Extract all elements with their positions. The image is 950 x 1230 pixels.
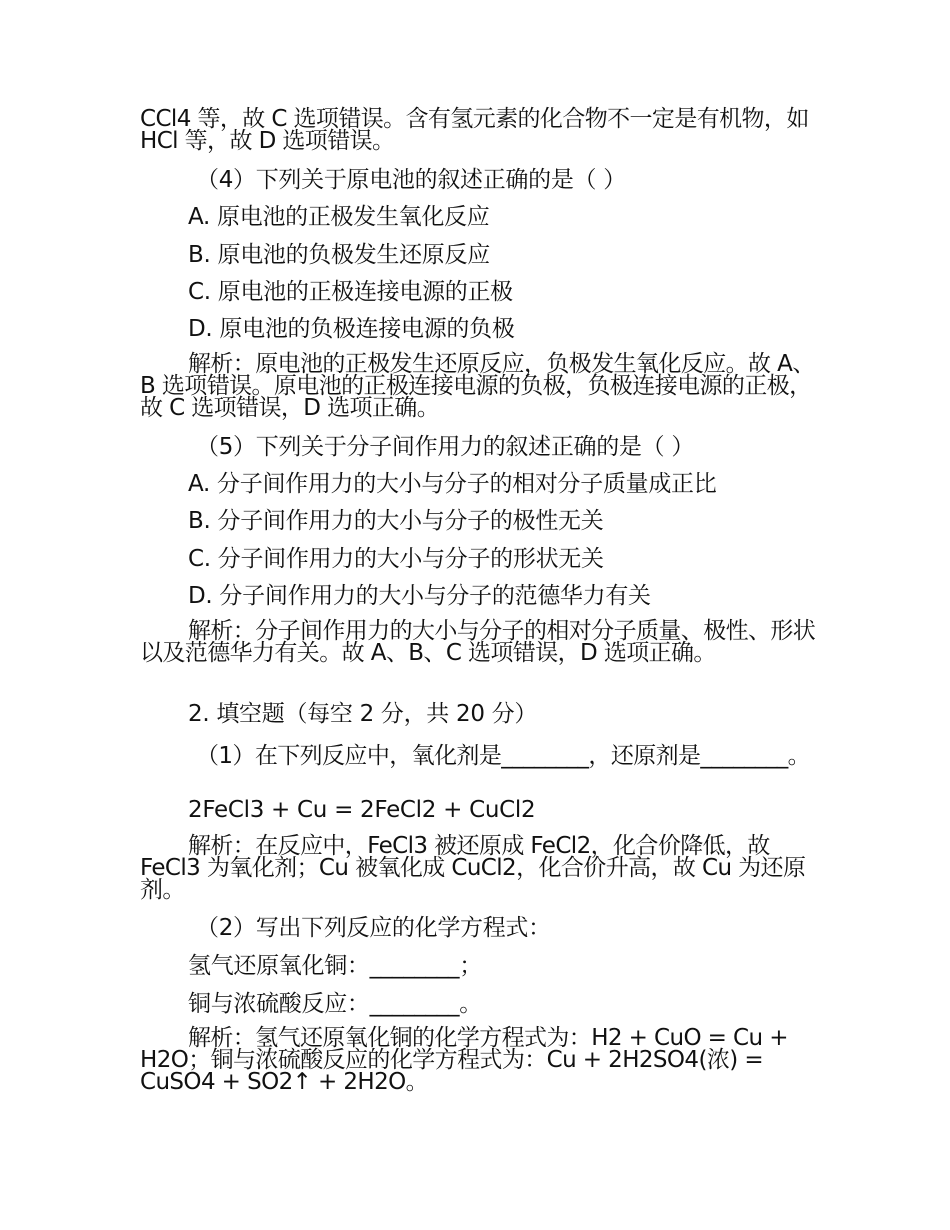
question-4-analysis: 解析：原电池的正极发生还原反应，负极发生氧化反应。故 A、B 选项错误。原电池的正极连接电源的负极，负极连接电源的正极，故 C 选项错误，D 选项正确。 xyxy=(140,351,815,421)
fill-question-2-analysis: 解析：氢气还原氧化铜的化学方程式为：H2 + CuO = Cu + H2O；铜与浓硫酸反应的化学方程式为：Cu + 2H2SO4(浓) = CuSO4 + SO2↑ + 2H2O。 xyxy=(140,1025,788,1095)
question-5-analysis: 解析：分子间作用力的大小与分子的相对分子质量、极性、形状以及范德华力有关。故 A、B、C 选项错误，D 选项正确。 xyxy=(140,618,816,666)
question-4-option-d: D. 原电池的负极连接电源的负极 xyxy=(188,316,515,342)
question-5: （5）下列关于分子间作用力的叙述正确的是（ ） xyxy=(196,434,695,460)
paragraph-continuation: CCl4 等，故 C 选项错误。含有氢元素的化合物不一定是有机物，如 HCl 等，故 D 选项错误。 xyxy=(140,106,809,154)
section-heading-fill-in: 2. 填空题（每空 2 分，共 20 分） xyxy=(188,701,538,727)
question-4: （4）下列关于原电池的叙述正确的是（ ） xyxy=(196,167,626,193)
fill-question-2: （2）写出下列反应的化学方程式： xyxy=(196,915,551,941)
fill-question-1: （1）在下列反应中，氧化剂是________，还原剂是________。 xyxy=(196,743,811,769)
question-4-option-b: B. 原电池的负极发生还原反应 xyxy=(188,242,490,268)
fill-question-2-item-a: 氢气还原氧化铜：________； xyxy=(188,953,482,979)
fill-question-1-equation: 2FeCl3 + Cu = 2FeCl2 + CuCl2 xyxy=(188,797,536,823)
question-4-option-c: C. 原电池的正极连接电源的正极 xyxy=(188,279,513,305)
question-5-option-d: D. 分子间作用力的大小与分子的范德华力有关 xyxy=(188,583,651,609)
question-5-option-b: B. 分子间作用力的大小与分子的极性无关 xyxy=(188,508,604,534)
fill-question-2-item-b: 铜与浓硫酸反应：________。 xyxy=(188,991,482,1017)
fill-question-1-analysis: 解析：在反应中，FeCl3 被还原成 FeCl2，化合价降低，故 FeCl3 为氧化剂；Cu 被氧化成 CuCl2，化合价升高，故 Cu 为还原剂。 xyxy=(140,833,806,903)
question-5-option-c: C. 分子间作用力的大小与分子的形状无关 xyxy=(188,546,604,572)
question-5-option-a: A. 分子间作用力的大小与分子的相对分子质量成正比 xyxy=(188,471,717,497)
question-4-option-a: A. 原电池的正极发生氧化反应 xyxy=(188,204,490,230)
